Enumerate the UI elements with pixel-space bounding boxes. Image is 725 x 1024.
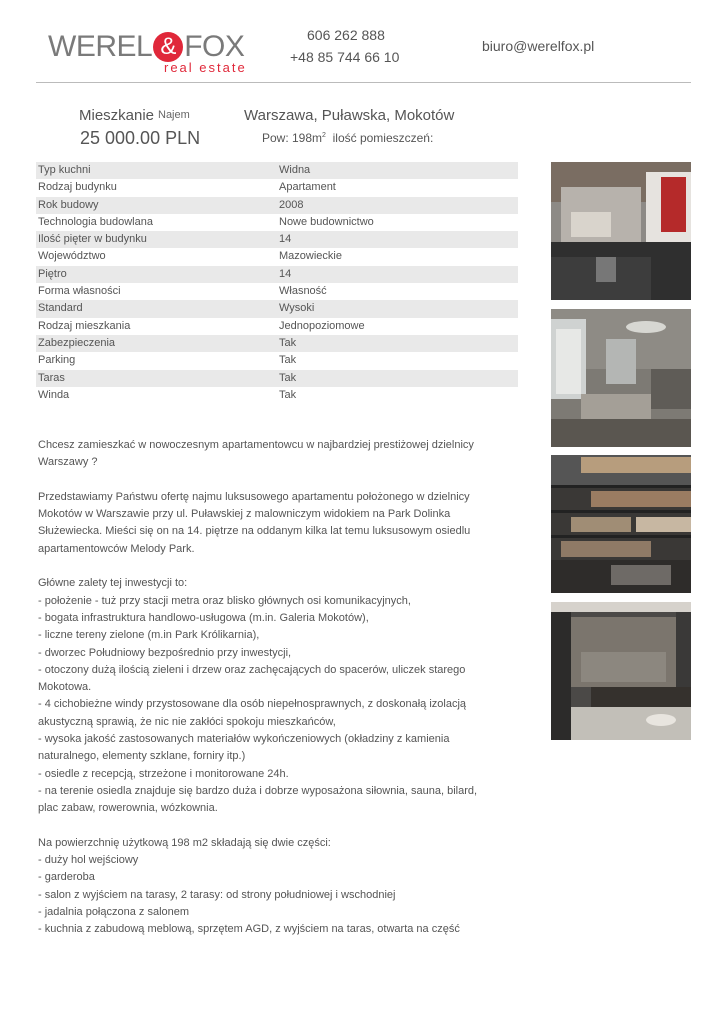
- property-key: Forma własności: [38, 285, 121, 298]
- property-key: Rodzaj budynku: [38, 181, 117, 194]
- property-key: Technologia budowlana: [38, 215, 153, 228]
- kitchen-photo[interactable]: [551, 162, 691, 300]
- description-line: - otoczony dużą ilością zieleni i drzew oraz zachęcających do spacerów, uliczek starego: [38, 663, 466, 676]
- description-line: naturalnego, elementy szklane, forniry itp.): [38, 750, 246, 763]
- description-line: - salon z wyjściem na tarasy, 2 tarasy: od strony południowej i wschodniej: [38, 888, 396, 901]
- werel-fox-logo[interactable]: [48, 30, 263, 76]
- property-key: Parking: [38, 354, 76, 367]
- description-line: - garderoba: [38, 871, 95, 884]
- offer-location: Warszawa, Puławska, Mokotów: [244, 107, 455, 124]
- living-room-photo[interactable]: [551, 309, 691, 447]
- property-value: Mazowieckie: [279, 250, 342, 263]
- property-row: [36, 335, 518, 352]
- description-line: - liczne tereny zielone (m.in Park Królikarnia),: [38, 629, 260, 642]
- phone-number-secondary[interactable]: +48 85 744 66 10: [290, 49, 400, 65]
- property-key: Piętro: [38, 267, 67, 280]
- description-line: - wysoka jakość zastosowanych materiałów wykończeniowych (okładziny z kamienia: [38, 733, 450, 746]
- property-value: 14: [279, 233, 292, 246]
- property-value: Apartament: [279, 181, 336, 194]
- property-value: 14: [279, 267, 292, 280]
- description-paragraph: [38, 437, 488, 472]
- description-line: - położenie - tuż przy stacji metra oraz blisko głównych osi komunikacyjnych,: [38, 594, 411, 607]
- property-row: [36, 162, 518, 179]
- property-row: [36, 283, 518, 300]
- property-value: Tak: [279, 354, 297, 367]
- dining-kitchen-photo[interactable]: [551, 602, 691, 740]
- description-line: akustyczną sprawią, że nic nie zakłóci spokoju mieszkańców,: [38, 715, 336, 728]
- property-value: Tak: [279, 371, 297, 384]
- description-paragraph: [38, 575, 488, 817]
- description-line: - 4 cichobieżne windy przystosowane dla osób niepełnosprawnych, z doskonałą izolacją: [38, 698, 467, 711]
- property-key: Winda: [38, 388, 70, 401]
- property-key: Ilość pięter w budynku: [38, 233, 147, 246]
- description-line: Mokotów w Warszawie przy ul. Puławskiej z malowniczym widokiem na Park Dolinka: [38, 508, 451, 521]
- property-row: [36, 248, 518, 265]
- description-paragraph: [38, 835, 488, 939]
- property-value: Tak: [279, 388, 297, 401]
- property-key: Województwo: [38, 250, 106, 263]
- header: [0, 0, 725, 84]
- properties-table: [36, 162, 518, 404]
- description-line: - kuchnia z zabudową meblową, sprzętem AGD, z wyjściem na taras, otwarta na część: [38, 923, 460, 936]
- property-key: Rodzaj mieszkania: [38, 319, 131, 332]
- description-line: Warszawy ?: [38, 456, 98, 469]
- description-line: plac zabaw, rowerownia, wózkownia.: [38, 802, 218, 815]
- rooms-label: ilość pomieszczeń:: [332, 131, 434, 145]
- property-row: [36, 266, 518, 283]
- description-line: - na terenie osiedla znajduje się bardzo duża i dobrze wyposażona siłownia, sauna, bilard,: [38, 784, 478, 797]
- property-row: [36, 318, 518, 335]
- photo-gallery: [551, 162, 691, 748]
- property-value: Nowe budownictwo: [279, 215, 374, 228]
- logo-ampersand: &: [153, 32, 183, 62]
- description-line: Główne zalety tej inwestycji to:: [38, 577, 188, 590]
- bookshelf-photo[interactable]: [551, 455, 691, 593]
- property-value: Widna: [279, 164, 311, 176]
- property-value: Wysoki: [279, 302, 315, 315]
- property-row: [36, 179, 518, 196]
- offer-subtype: Najem: [158, 109, 190, 121]
- description-line: Przedstawiamy Państwu ofertę najmu luksusowego apartamentu położonego w dzielnicy: [38, 490, 470, 503]
- property-row: [36, 352, 518, 369]
- property-row: [36, 370, 518, 387]
- description-paragraph: [38, 489, 488, 558]
- property-key: Taras: [38, 371, 65, 384]
- description-line: - bogata infrastruktura handlowo-usługowa (m.in. Galeria Mokotów),: [38, 611, 369, 624]
- property-row: [36, 197, 518, 214]
- property-row: [36, 300, 518, 317]
- logo-wordmark: WEREL & FOX: [48, 30, 245, 63]
- property-key: Rok budowy: [38, 198, 99, 211]
- description-line: Mokotowa.: [38, 681, 92, 694]
- property-key: Standard: [38, 302, 83, 315]
- property-value: Tak: [279, 336, 297, 349]
- phone-number-primary[interactable]: 606 262 888: [307, 27, 385, 43]
- logo-tagline: real estate: [164, 60, 247, 75]
- property-value: Własność: [279, 285, 327, 298]
- description-line: Chcesz zamieszkać w nowoczesnym apartamentowcu w najbardziej prestiżowej dzielnicy: [38, 439, 474, 451]
- property-row: [36, 214, 518, 231]
- description-line: Na powierzchnię użytkową 198 m2 składają się dwie części:: [38, 836, 331, 849]
- description-line: apartamentowców Melody Park.: [38, 542, 195, 555]
- email-link[interactable]: biuro@werelfox.pl: [482, 38, 595, 54]
- description-line: - duży hol wejściowy: [38, 854, 139, 867]
- offer-area: Pow: $198m^2$ ilość pomieszczeń:: [262, 131, 434, 145]
- property-value: 2008: [279, 198, 304, 211]
- property-row: [36, 231, 518, 248]
- description: [38, 437, 488, 956]
- property-key: Zabezpieczenia: [38, 336, 116, 349]
- property-row: [36, 387, 518, 404]
- header-divider: [36, 82, 691, 83]
- description-line: - dworzec Południowy bezpośrednio przy inwestycji,: [38, 646, 292, 659]
- offer-price: 25 000.00 PLN: [80, 128, 201, 148]
- offer-type: Mieszkanie: [79, 107, 155, 124]
- property-value: Jednopoziomowe: [279, 319, 365, 332]
- description-line: Służewiecka. Mieści się on na 14. piętrze na oddanym kilka lat temu luksusowym osiedlu: [38, 525, 471, 538]
- description-line: - jadalnia połączona z salonem: [38, 906, 190, 919]
- description-line: - osiedle z recepcją, strzeżone i monitorowane 24h.: [38, 767, 289, 780]
- property-key: Typ kuchni: [38, 164, 91, 176]
